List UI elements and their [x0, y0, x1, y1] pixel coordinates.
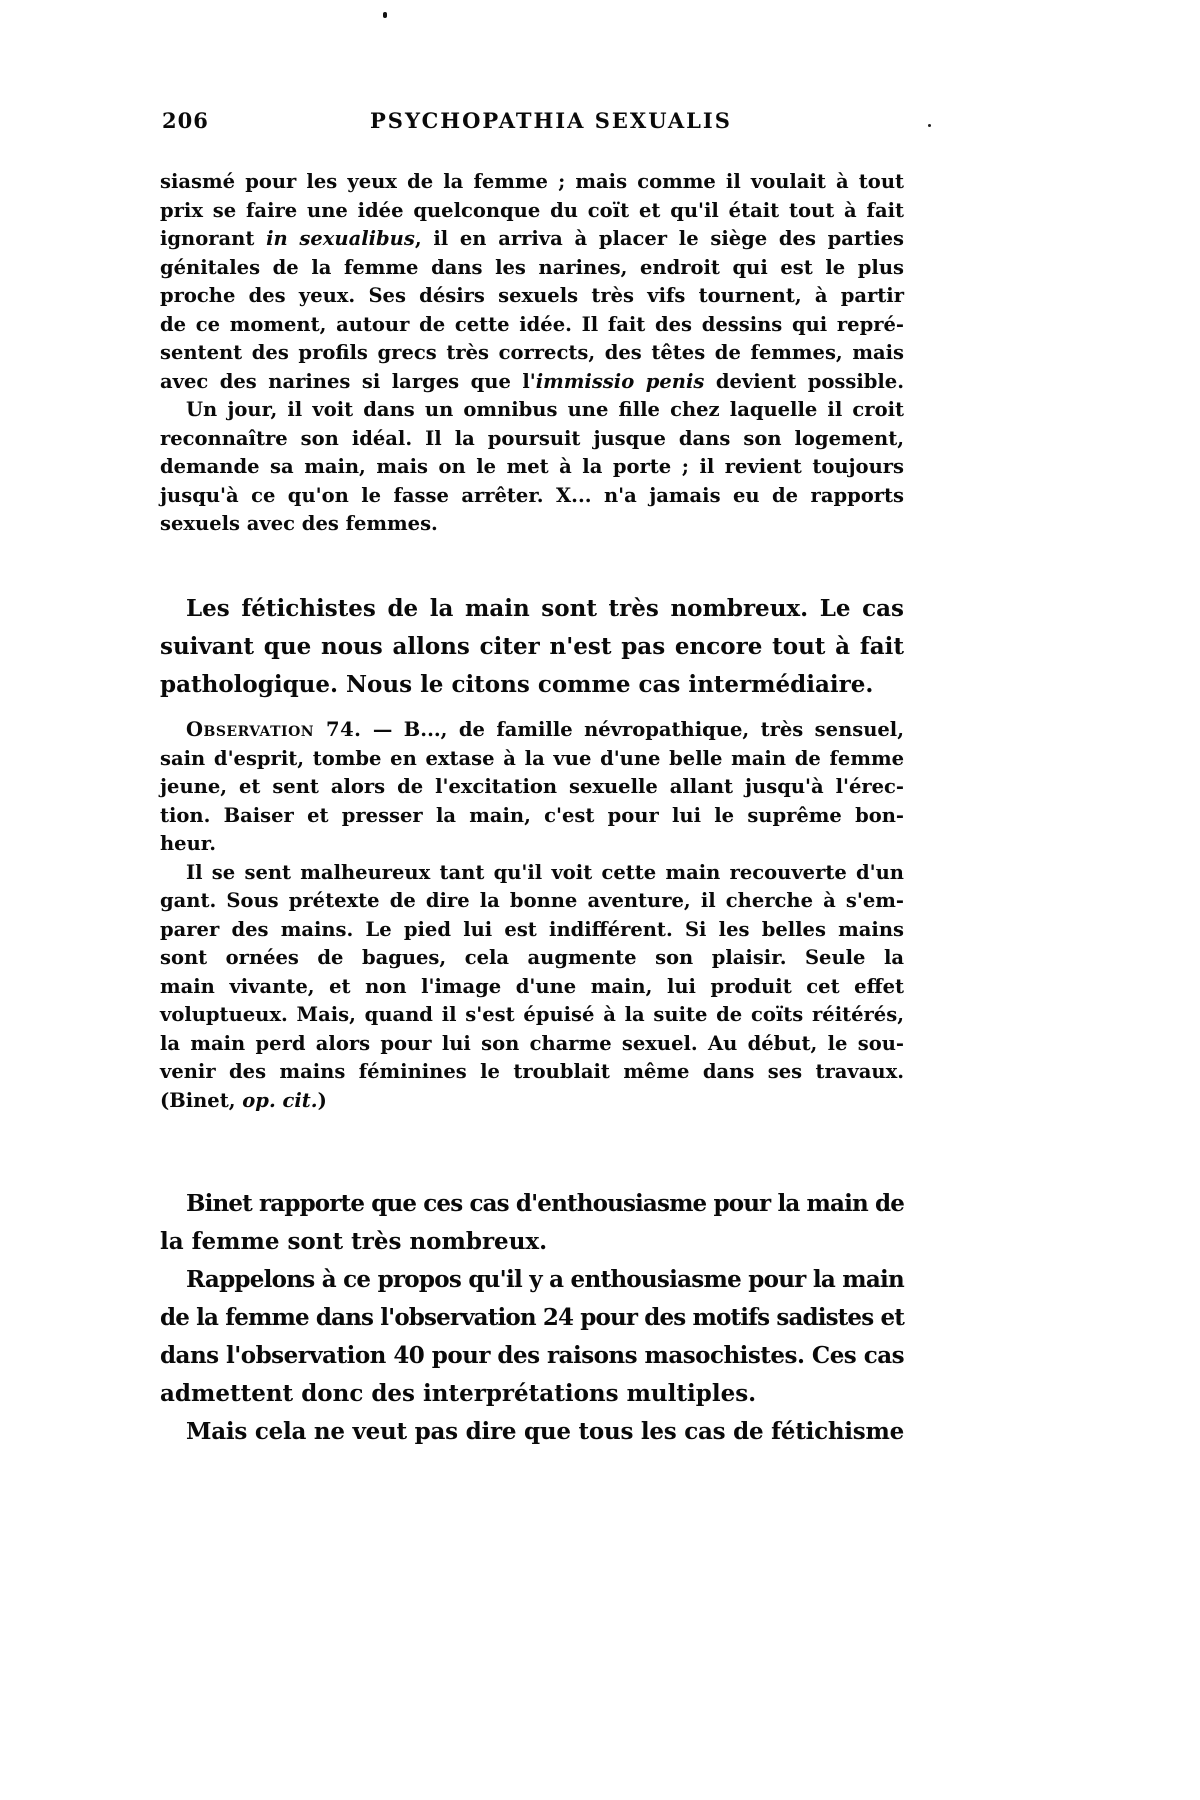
- text-line: main vivante, et non l'image d'une main, lui produit cet effet: [160, 974, 904, 998]
- text-line: jeune, et sent alors de l'excitation sexuelle allant jusqu'à l'érec-: [160, 775, 904, 798]
- text-line: Les fétichistes de la main sont très nombreux. Le cas: [186, 595, 904, 622]
- citation-line: [160, 1087, 904, 1116]
- observation-label: Observation 74.: [186, 718, 362, 741]
- text-fragment: , il en arriva à placer le siège des parties: [414, 227, 904, 250]
- text-fragment: (Binet,: [160, 1088, 243, 1112]
- text-line: [160, 225, 904, 254]
- text-line: sentent des profils grecs très corrects, des têtes de femmes, mais: [160, 341, 904, 364]
- text-line: prix se faire une idée quelconque du coït et qu'il était tout à fait: [160, 198, 904, 222]
- text-line: Rappelons à ce propos qu'il y a enthousiasme pour la main: [186, 1266, 905, 1293]
- text-line: venir des mains féminines le troublait même dans ses travaux.: [160, 1060, 904, 1083]
- text-line: [160, 368, 904, 397]
- text-line: siasmé pour les yeux de la femme ; mais comme il voulait à tout: [160, 170, 904, 193]
- text-line: sont ornées de bagues, cela augmente son plaisir. Seule la: [160, 946, 904, 969]
- text-fragment: ignorant: [160, 227, 267, 250]
- text-line: pathologique. Nous le citons comme cas intermédiaire.: [160, 671, 874, 698]
- text-fragment: devient possible.: [704, 369, 904, 393]
- latin-phrase: in sexualibus: [266, 227, 415, 250]
- text-line: sexuels avec des femmes.: [160, 512, 438, 535]
- paragraph-main-text-2: [160, 1185, 904, 1451]
- text-line: sain d'esprit, tombe en extase à la vue d'une belle main de femme: [160, 746, 904, 770]
- scan-speck: [383, 12, 387, 18]
- text-line: tion. Baiser et presser la main, c'est pour lui le suprême bon-: [160, 803, 904, 827]
- text-line: gant. Sous prétexte de dire la bonne aventure, il cherche à s'em-: [160, 889, 904, 912]
- running-title: PSYCHOPATHIA SEXUALIS: [370, 108, 732, 133]
- text-line: Binet rapporte que ces cas d'enthousiasme pour la main de: [186, 1190, 904, 1217]
- text-line: Il se sent malheureux tant qu'il voit cette main recouverte d'un: [186, 860, 904, 884]
- paragraph-main-text: [160, 590, 904, 704]
- text-line: la femme sont très nombreux.: [160, 1228, 548, 1255]
- text-line: suivant que nous allons citer n'est pas encore tout à fait: [160, 633, 904, 660]
- text-line: voluptueux. Mais, quand il s'est épuisé à la suite de coïts réitérés,: [160, 1003, 904, 1026]
- text-line: heur.: [160, 832, 217, 855]
- text-line: Un jour, il voit dans un omnibus une fille chez laquelle il croit: [186, 398, 904, 421]
- text-fragment: ): [317, 1088, 327, 1112]
- latin-phrase: immissio penis: [535, 369, 705, 393]
- text-line: jusqu'à ce qu'on le fasse arrêter. X... n'a jamais eu de rapports: [160, 483, 904, 507]
- text-line: demande sa main, mais on le met à la porte ; il revient toujours: [160, 455, 904, 478]
- text-line: de la femme dans l'observation 24 pour des motifs sadistes et: [160, 1304, 904, 1331]
- running-header: [162, 108, 914, 138]
- text-line: de ce moment, autour de cette idée. Il fait des dessins qui repré-: [160, 312, 904, 336]
- text-line: génitales de la femme dans les narines, endroit qui est le plus: [160, 255, 904, 279]
- text-fragment: — B..., de famille névropathique, très sensuel,: [361, 718, 905, 741]
- text-line: proche des yeux. Ses désirs sexuels très vifs tournent, à partir: [160, 284, 904, 307]
- paragraph-continued-observation: [160, 168, 904, 539]
- text-line: parer des mains. Le pied lui est indifférent. Si les belles mains: [160, 917, 904, 941]
- scan-speck: [928, 124, 931, 127]
- text-fragment: avec des narines si larges que l': [160, 369, 536, 393]
- page-number: 206: [162, 108, 209, 133]
- text-line: la main perd alors pour lui son charme sexuel. Au début, le sou-: [160, 1031, 904, 1055]
- text-line: dans l'observation 40 pour des raisons masochistes. Ces cas: [160, 1342, 904, 1369]
- text-line: Mais cela ne veut pas dire que tous les cas de fétichisme: [186, 1418, 904, 1445]
- text-line: reconnaître son idéal. Il la poursuit jusque dans son logement,: [160, 426, 904, 450]
- observation-74: [160, 716, 904, 1115]
- citation-abbrev: op. cit.: [242, 1088, 318, 1112]
- text-line: admettent donc des interprétations multiples.: [160, 1380, 757, 1407]
- text-line: [160, 716, 904, 745]
